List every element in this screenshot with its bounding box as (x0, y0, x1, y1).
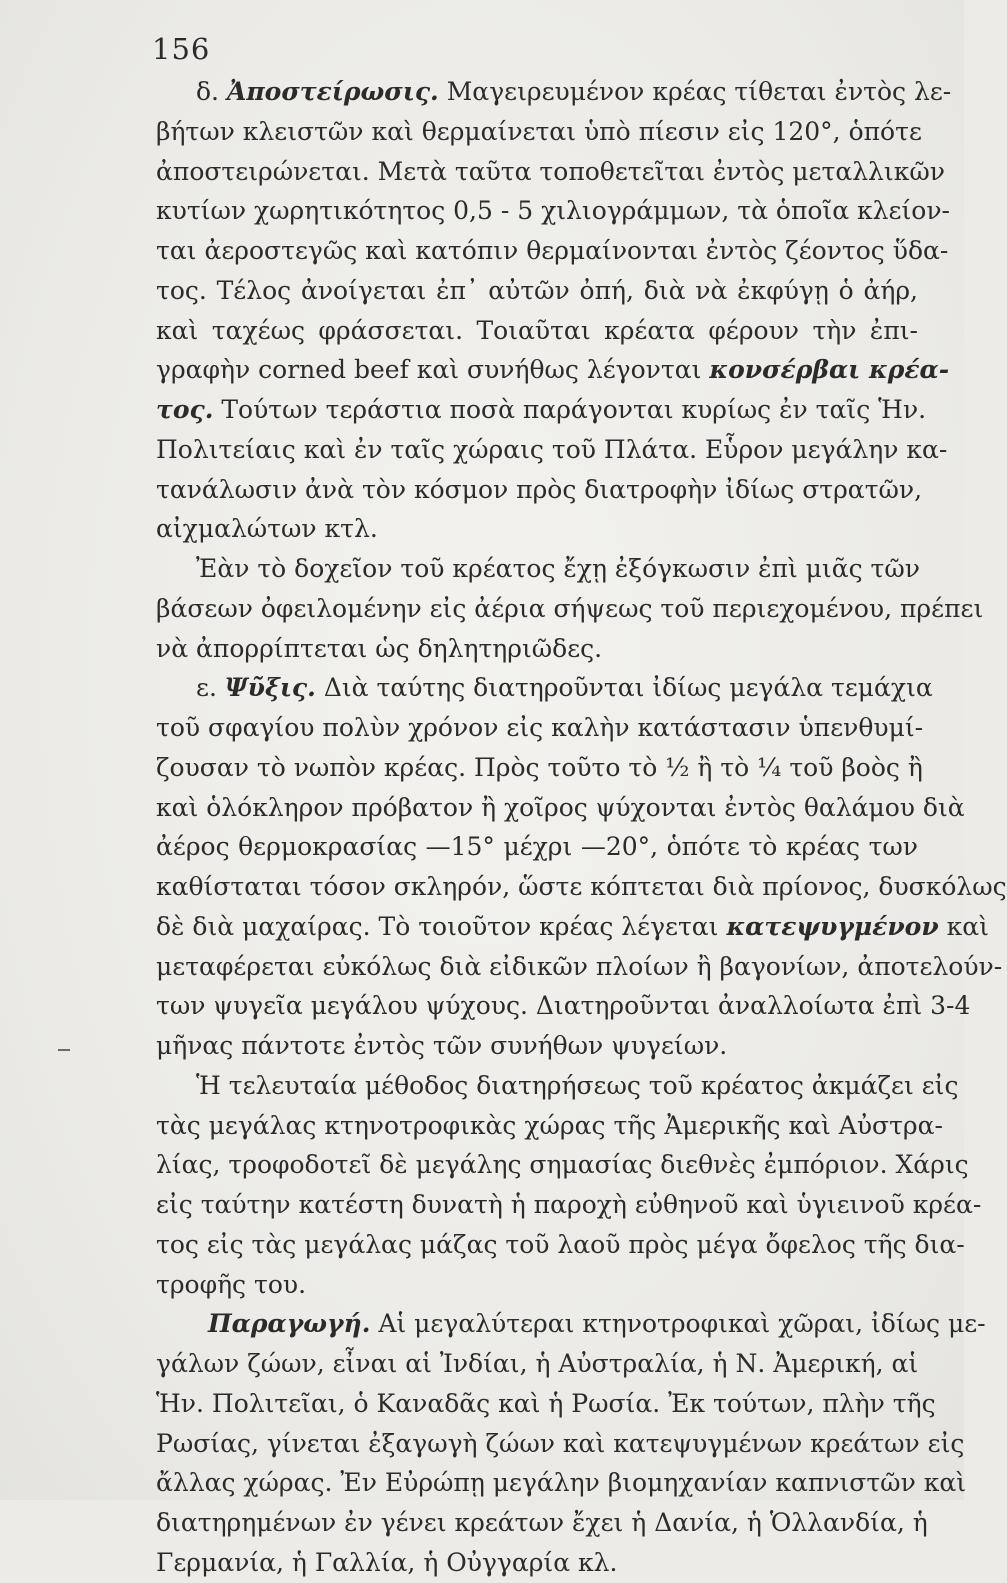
text-line (156, 1424, 965, 1464)
text-line (156, 470, 923, 510)
text-segment: Αἱ μεγαλύτεραι κτηνοτροφικαὶ χῶραι, ἰδίως με- (370, 1309, 986, 1339)
text-line (156, 589, 984, 629)
text-line (156, 1106, 943, 1146)
text-line (156, 629, 918, 669)
text-line (156, 986, 971, 1026)
text-segment: Ἡν. Πολιτεῖαι, ὁ Καναδᾶς καὶ ἡ Ρωσία. Ἐκ τούτων, πλὴν τῆς (156, 1388, 936, 1418)
section-heading: τος. (156, 395, 214, 424)
page-number: 156 (152, 32, 211, 66)
text-segment: Μαγειρευμένον κρέας τίθεται ἐντὸς λε- (438, 77, 952, 106)
text-segment: καὶ ταχέως φράσσεται. Τοιαῦται κρέατα φέρουν τὴν ἐπι- (156, 315, 918, 345)
text-segment: τος εἰς τὰς μεγάλας μάζας τοῦ λαοῦ πρὸς μέγα ὄφελος τῆς δια- (156, 1229, 965, 1259)
text-segment: εἰς ταύτην κατέστη δυνατὴ ἡ παροχὴ εὐθηνοῦ καὶ ὑγιεινοῦ κρέα- (156, 1190, 982, 1219)
text-segment: ται ἀεροστεγῶς καὶ κατόπιν θερμαίνονται ἐντὸς ζέοντος ὕδα- (156, 236, 949, 265)
text-segment: βάσεων ὀφειλομένην εἰς ἀέρια σήψεως τοῦ περιεχομένου, πρέπει (156, 593, 984, 623)
text-segment: γραφὴν corned beef καὶ συνήθως λέγονται (156, 355, 710, 385)
text-line (156, 827, 918, 867)
text-segment: αἰχμαλώτων κτλ. (156, 514, 378, 544)
text-line (156, 1503, 928, 1543)
text-line (156, 1265, 918, 1305)
text-segment: διατηρημένων ἐν γένει κρεάτων ἔχει ἡ Δανία, ἡ Ὁλλανδία, ἡ (156, 1508, 928, 1537)
text-segment: καὶ (938, 911, 989, 941)
text-segment: δ. (196, 77, 227, 106)
body-text (156, 72, 1007, 1583)
text-segment: Διὰ ταύτης διατηροῦνται ἰδίως μεγάλα τεμάχια (315, 673, 933, 703)
text-segment: τὰς μεγάλας κτηνοτροφικὰς χώρας τῆς Ἀμερικῆς καὶ Αὐστρα- (156, 1110, 943, 1140)
text-line (156, 1225, 965, 1265)
text-line (156, 191, 950, 231)
text-line (156, 509, 918, 549)
text-segment: νὰ ἀπορρίπτεται ὡς δηλητηριῶδες. (156, 633, 603, 663)
text-line (156, 708, 924, 748)
section-heading: Παραγωγή. (208, 1309, 371, 1339)
text-segment: γάλων ζώων, εἶναι αἱ Ἰνδίαι, ἡ Αὐστραλία, ἡ Ν. Ἀμερική, αἱ (156, 1349, 919, 1378)
text-segment: τος. Τέλος ἀνοίγεται ἐπ᾽ αὐτῶν ὀπή, διὰ νὰ ἐκφύγῃ ὁ ἀήρ, (156, 275, 918, 305)
text-segment: μῆνας πάντοτε ἐντὸς τῶν συνήθων ψυγείων. (156, 1031, 728, 1060)
text-line (156, 72, 952, 112)
text-segment: Ἡ τελευταία μέθοδος διατηρήσεως τοῦ κρέατος ἀκμάζει εἰς (196, 1070, 959, 1100)
text-segment: Πολιτείαις καὶ ἐν ταῖς χώραις τοῦ Πλάτα. Εὗρον μεγάλην κα- (156, 434, 948, 464)
text-line (156, 1185, 982, 1225)
text-segment: τανάλωσιν ἀνὰ τὸν κόσμον πρὸς διατροφὴν ἰδίως στρατῶν, (156, 474, 923, 504)
text-segment: καὶ ὁλόκληρον πρόβατον ἢ χοῖρος ψύχονται ἐντὸς θαλάμου διὰ (156, 792, 965, 822)
text-segment: Ἐὰν τὸ δοχεῖον τοῦ κρέατος ἔχῃ ἐξόγκωσιν ἐπὶ μιᾶς τῶν (196, 554, 920, 583)
text-segment: ζουσαν τὸ νωπὸν κρέας. Πρὸς τοῦτο τὸ ½ ἢ τὸ ¼ τοῦ βοὸς ἢ (156, 752, 923, 782)
section-heading: Ψῦξις. (224, 673, 316, 703)
text-line (156, 907, 989, 947)
text-line (156, 311, 918, 351)
text-line (156, 1344, 918, 1384)
text-segment: τροφῆς του. (156, 1269, 307, 1299)
text-segment: ἄλλας χώρας. Ἐν Εὐρώπῃ μεγάλην βιομηχανίαν καπνιστῶν καὶ (156, 1468, 967, 1498)
margin-mark (58, 1049, 70, 1051)
text-segment: Τούτων τεράστια ποσὰ παράγονται κυρίως ἐν ταῖς Ἡν. (213, 395, 927, 424)
text-line (156, 1463, 967, 1503)
text-line (156, 390, 927, 430)
text-line (156, 1145, 969, 1185)
text-line (156, 668, 933, 708)
text-line (156, 1066, 959, 1106)
text-line (156, 1543, 918, 1583)
section-heading: κατεψυγμένον (726, 911, 939, 941)
text-line (156, 271, 918, 311)
text-segment: κυτίων χωρητικότητος 0,5 - 5 χιλιογράμμων, τὰ ὁποῖα κλείον- (156, 196, 950, 226)
section-heading: κονσέρβαι κρέα- (709, 355, 950, 385)
text-line (156, 748, 923, 788)
text-segment: μεταφέρεται εὐκόλως διὰ εἰδικῶν πλοίων ἢ βαγονίων, ἀποτελούν- (156, 951, 1003, 981)
text-line (156, 1384, 936, 1424)
text-line (156, 350, 950, 390)
text-line (156, 947, 1003, 987)
text-line (156, 867, 1007, 907)
text-line (156, 549, 918, 589)
text-line (156, 112, 922, 152)
text-segment: δὲ διὰ μαχαίρας. Τὸ τοιοῦτον κρέας λέγεται (156, 911, 727, 941)
text-segment: Ρωσίας, γίνεται ἐξαγωγὴ ζώων καὶ κατεψυγμένων κρεάτων εἰς (156, 1428, 965, 1458)
text-line (156, 788, 965, 828)
text-segment: τοῦ σφαγίου πολὺν χρόνον εἰς καλὴν κατάστασιν ὑπενθυμί- (156, 713, 924, 742)
text-segment: καθίσταται τόσον σκληρόν, ὥστε κόπτεται διὰ πρίονος, δυσκόλως (156, 872, 1007, 901)
text-segment: ε. (196, 673, 225, 703)
text-line (156, 1304, 986, 1344)
text-segment: Γερμανία, ἡ Γαλλία, ἡ Οὐγγαρία κλ. (156, 1547, 618, 1577)
text-segment: ἀέρος θερμοκρασίας —15° μέχρι —20°, ὁπότε τὸ κρέας των (156, 832, 918, 862)
text-line (156, 1026, 918, 1066)
text-segment: λίας, τροφοδοτεῖ δὲ μεγάλης σημασίας διεθνὲς ἐμπόριον. Χάρις (156, 1150, 969, 1180)
text-line (156, 152, 945, 192)
text-line (156, 231, 949, 271)
text-segment: των ψυγεῖα μεγάλου ψύχους. Διατηροῦνται ἀναλλοίωτα ἐπὶ 3-4 (156, 991, 971, 1021)
section-heading: Ἀποστείρωσις. (226, 77, 439, 106)
text-line (156, 430, 948, 470)
text-segment: βήτων κλειστῶν καὶ θερμαίνεται ὑπὸ πίεσιν εἰς 120°, ὁπότε (156, 116, 922, 146)
text-segment: ἀποστειρώνεται. Μετὰ ταῦτα τοποθετεῖται ἐντὸς μεταλλικῶν (156, 156, 945, 186)
